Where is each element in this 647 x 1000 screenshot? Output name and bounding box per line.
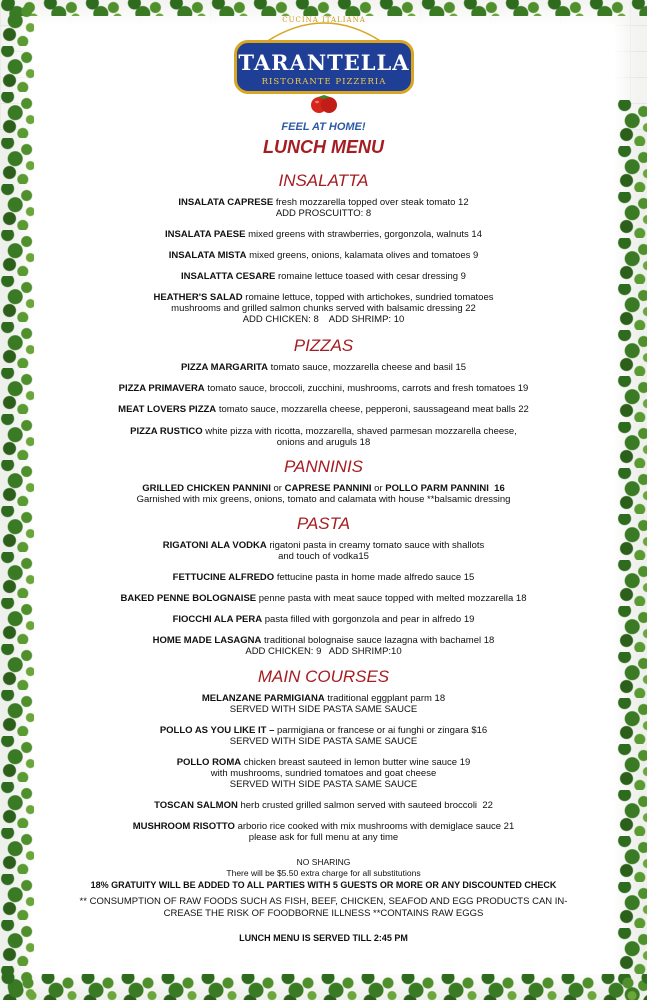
restaurant-logo — [232, 6, 416, 114]
menu-item-melanzane-parmigiana — [0, 693, 647, 715]
item-desc: fettucine pasta in home made alfredo sauce 15 — [276, 572, 475, 583]
item-desc: mixed greens with strawberries, gorgonzola, walnuts 14 — [248, 229, 482, 240]
served-till-note: LUNCH MENU IS SERVED TILL 2:45 PM — [239, 933, 408, 943]
menu-item-pollo-roma — [0, 757, 647, 790]
item-desc: tomato sauce, mozzarella cheese, pepperoni, saussageand meat balls 22 — [218, 404, 529, 415]
item-name: BAKED PENNE BOLOGNAISE — [120, 593, 257, 604]
menu-item-insalata-paese — [0, 229, 647, 240]
menu-item-home-made-lasagna — [0, 635, 647, 657]
item-name-2: CAPRESE PANNINI — [284, 483, 372, 494]
item-desc: herb crusted grilled salmon served with sauteed broccoli 22 — [240, 800, 493, 811]
item-name: HEATHER'S SALAD — [153, 292, 243, 303]
item-extra: ADD CHICKEN: 9 ADD SHRIMP:10 — [245, 646, 402, 657]
gratuity-note: 18% GRATUITY WILL BE ADDED TO ALL PARTIES WITH 5 GUESTS OR MORE OR ANY DISCOUNTED CHECK — [90, 880, 557, 890]
raw-food-warning: ** CONSUMPTION OF RAW FOODS SUCH AS FISH, BEEF, CHICKEN, SEAFOD AND EGG PRODUCTS CAN IN-CREASE THE RISK OF FOODBORNE ILLNESS **CONTAINS RAW EGGS — [79, 896, 568, 919]
menu-item-insalata-mista — [0, 250, 647, 261]
item-desc: traditional eggplant parm 18 — [324, 693, 446, 704]
menu-item-meat-lovers-pizza — [0, 404, 647, 415]
item-extra: SERVED WITH SIDE PASTA SAME SAUCE — [229, 704, 418, 715]
item-name-3: POLLO PARM PANNINI 16 — [385, 483, 505, 494]
menu-item-fiocchi-ala-pera — [0, 614, 647, 625]
section-title-panninis: PANNINIS — [283, 457, 364, 476]
menu-item-heathers-salad — [0, 292, 647, 325]
item-name: FETTUCINE ALFREDO — [172, 572, 275, 583]
item-desc: white pizza with ricotta, mozzarella, shaved parmesan mozzarella cheese, — [205, 426, 517, 437]
vine-border-bottom — [0, 974, 647, 1000]
item-desc: penne pasta with meat sauce topped with melted mozzarella 18 — [256, 593, 527, 604]
section-title-insalatta: INSALATTA — [278, 171, 369, 190]
menu-item-pizza-primavera — [0, 383, 647, 394]
menu-item-toscan-salmon — [0, 800, 647, 811]
tomato-icon — [308, 92, 340, 114]
item-name: POLLO ROMA — [176, 757, 242, 768]
item-name: POLLO AS YOU LIKE IT – — [159, 725, 275, 736]
item-desc-2: or — [374, 483, 383, 494]
item-name: INSALATA PAESE — [165, 229, 246, 240]
item-desc: pasta filled with gorgonzola and pear in alfredo 19 — [264, 614, 475, 625]
item-name: HOME MADE LASAGNA — [152, 635, 262, 646]
menu-item-panninis — [0, 483, 647, 505]
item-desc: romaine lettuce, topped with artichokes, sundried tomatoes — [245, 292, 494, 303]
item-extra: with mushrooms, sundried tomatoes and goat cheese — [210, 768, 437, 779]
menu-item-baked-penne-bolognaise — [0, 593, 647, 604]
item-name: MEAT LOVERS PIZZA — [118, 404, 217, 415]
item-extra: Garnished with mix greens, onions, tomato and calamata with house **balsamic dressing — [136, 494, 511, 505]
menu-item-pizza-margarita — [0, 362, 647, 373]
item-desc: traditional bolognaise sauce lazagna with bachamel 18 — [261, 635, 495, 646]
item-name: MUSHROOM RISOTTO — [132, 821, 235, 832]
menu-title: LUNCH MENU — [263, 137, 384, 157]
item-name: MELANZANE PARMIGIANA — [201, 693, 325, 704]
logo-arch — [262, 8, 386, 42]
item-desc: arborio rice cooked with mix mushrooms with demiglace sauce 21 — [237, 821, 515, 832]
item-name: RIGATONI ALA VODKA — [162, 540, 267, 551]
item-extra: mushrooms and grilled salmon chunks served with balsamic dressing 22 — [171, 303, 476, 314]
menu-item-fettucine-alfredo — [0, 572, 647, 583]
item-name: INSALATTA CESARE — [181, 271, 276, 282]
item-extra: SERVED WITH SIDE PASTA SAME SAUCE — [229, 736, 418, 747]
menu-item-insalatta-cesare — [0, 271, 647, 282]
item-desc: romaine lettuce toased with cesar dressing 9 — [277, 271, 466, 282]
section-title-pizzas: PIZZAS — [293, 336, 354, 355]
item-desc: parmigiana or francese or ai funghi or zingara $16 — [277, 725, 488, 736]
item-name: PIZZA PRIMAVERA — [118, 383, 205, 394]
item-extra: onions and aruguls 18 — [276, 437, 371, 448]
item-name: PIZZA MARGARITA — [180, 362, 269, 373]
no-sharing-note: NO SHARING — [296, 857, 351, 867]
menu-item-insalata-caprese — [0, 197, 647, 219]
item-name: FIOCCHI ALA PERA — [172, 614, 263, 625]
menu-item-mushroom-risotto — [0, 821, 647, 843]
logo-name: TARANTELLA — [238, 50, 410, 75]
tagline: FEEL AT HOME! — [281, 121, 366, 133]
logo-subtitle: RISTORANTE PIZZERIA — [261, 77, 387, 87]
section-title-pasta: PASTA — [296, 514, 351, 533]
menu-item-pollo-as-you-like-it — [0, 725, 647, 747]
item-desc: fresh mozzarella topped over steak tomato 12 — [275, 197, 469, 208]
item-extra: please ask for full menu at any time — [248, 832, 399, 843]
menu-item-rigatoni-ala-vodka — [0, 540, 647, 562]
item-desc: chicken breast sauteed in lemon butter wine sauce 19 — [243, 757, 471, 768]
item-name: PIZZA RUSTICO — [130, 426, 203, 437]
logo-top-text: CUCINA ITALIANA — [282, 16, 366, 24]
item-extra: SERVED WITH SIDE PASTA SAME SAUCE — [229, 779, 418, 790]
menu-item-pizza-rustico — [0, 426, 647, 448]
item-extra: ADD PROSCUITTO: 8 — [275, 208, 372, 219]
item-desc: rigatoni pasta in creamy tomato sauce with shallots — [269, 540, 485, 551]
item-desc: or — [273, 483, 282, 494]
item-extra: and touch of vodka15 — [278, 551, 369, 562]
item-name: GRILLED CHICKEN PANNINI — [142, 483, 271, 494]
item-extra: ADD CHICKEN: 8 ADD SHRIMP: 10 — [242, 314, 405, 325]
section-title-main-courses: MAIN COURSES — [257, 667, 390, 686]
item-name: INSALATA MISTA — [168, 250, 247, 261]
surcharge-note: There will be $5.50 extra charge for all substitutions — [226, 868, 421, 878]
item-desc: tomato sauce, mozzarella cheese and basil 15 — [270, 362, 467, 373]
item-name: INSALATA CAPRESE — [178, 197, 274, 208]
item-name: TOSCAN SALMON — [154, 800, 238, 811]
item-desc: tomato sauce, broccoli, zucchini, mushrooms, carrots and fresh tomatoes 19 — [207, 383, 529, 394]
item-desc: mixed greens, onions, kalamata olives and tomatoes 9 — [249, 250, 479, 261]
